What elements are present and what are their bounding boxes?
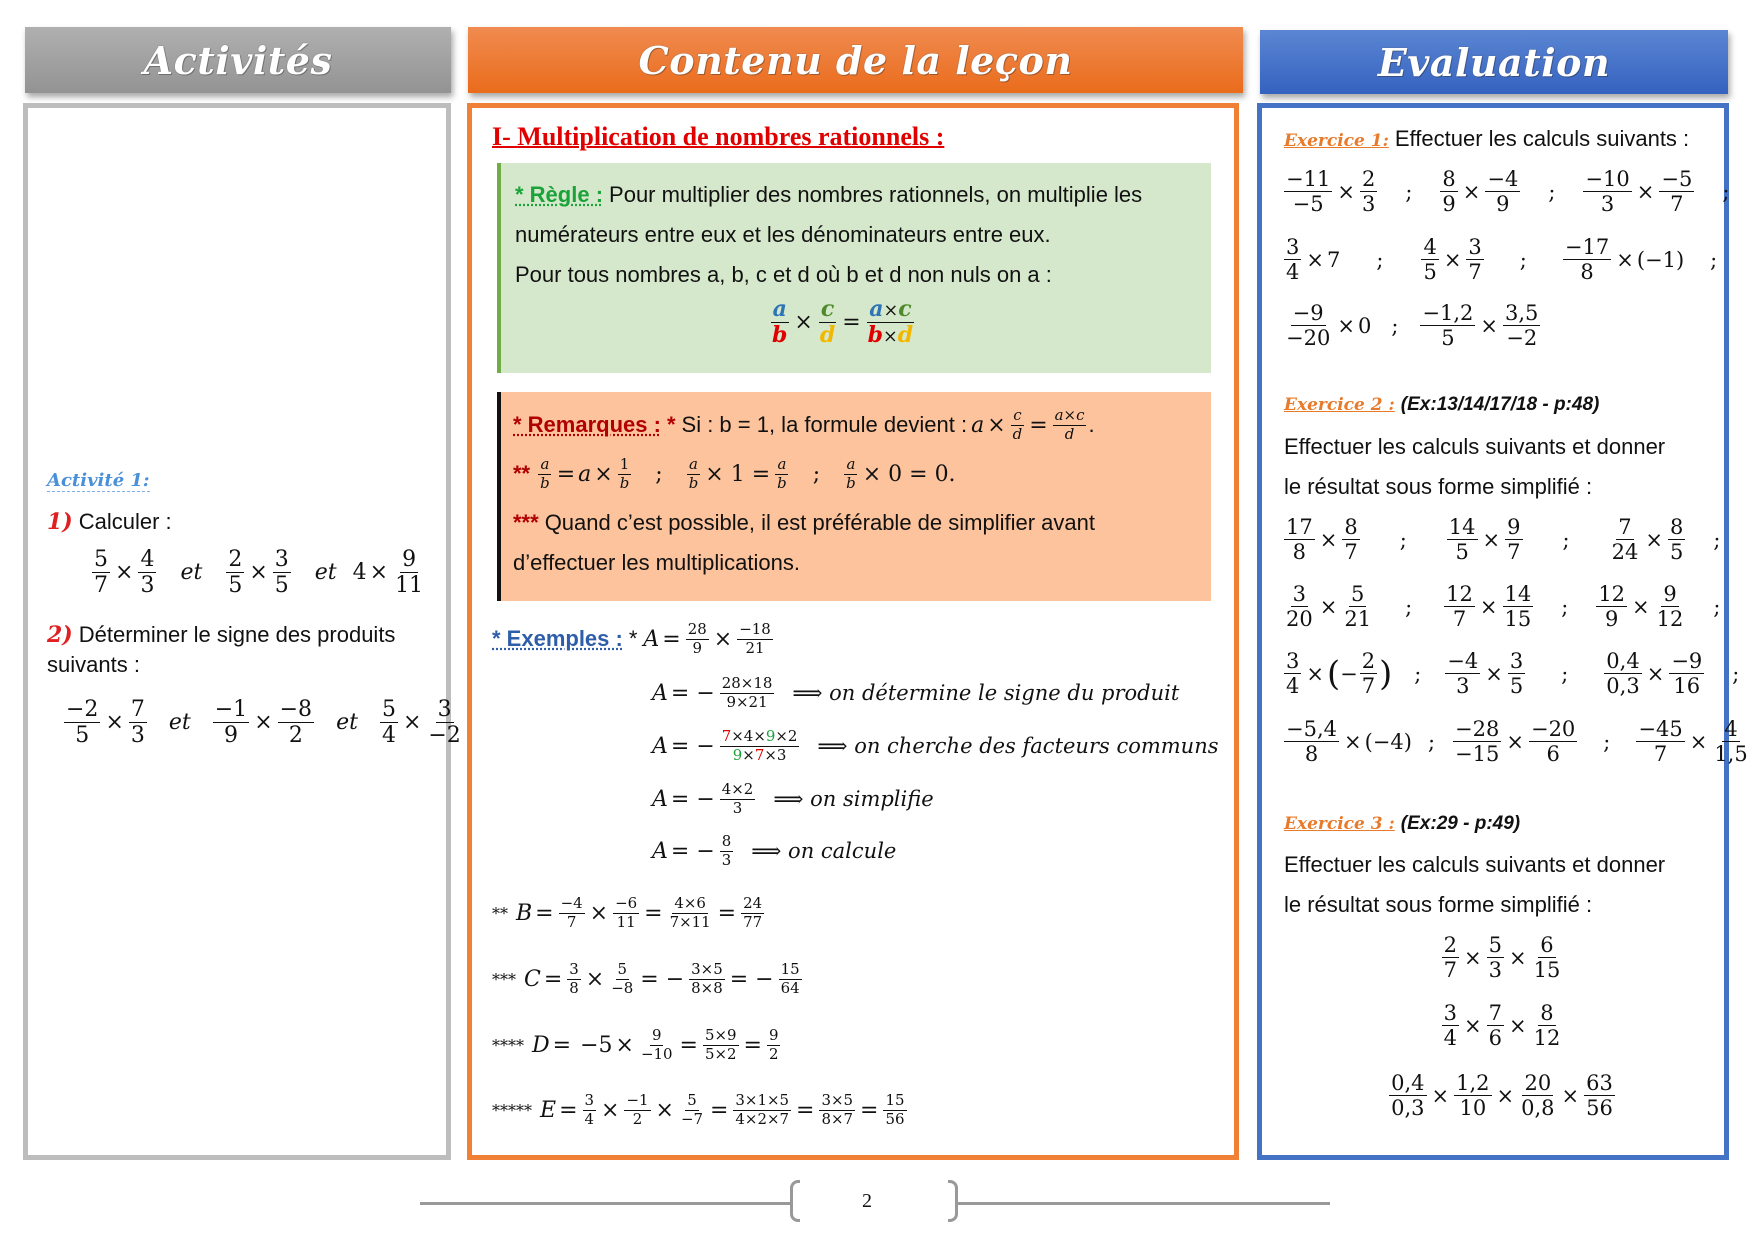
- remarks-label: * Remarques :: [513, 412, 661, 438]
- examples-line-A5: A = − $\frac{8}{3}$ ⟹ on calcule: [652, 832, 897, 869]
- activities-header: Activités: [25, 27, 451, 93]
- activity-title: Activité 1:: [47, 470, 150, 491]
- evaluation-header: Evaluation: [1260, 30, 1728, 94]
- question-text: Calculer :: [78, 509, 172, 534]
- activity-question-2: 2) Déterminer le signe des produits suivants :: [47, 622, 396, 677]
- exercise-2-title: Exercice 2 :: [1284, 395, 1395, 415]
- examples-line-A1: * Exemples : * A = $\frac{28}{9}$ × $\frac{-18}{21}$: [492, 620, 771, 657]
- examples-line-A4: A = − $\frac{4\times 2}{3}$ ⟹ on simplifie: [652, 780, 934, 817]
- example-C: *** C = $\frac{3}{8}$ × $\frac{5}{-8}$ = − $\frac{3\times 5}{8\times 8}$ = − $\frac{15}{64}$: [492, 960, 800, 997]
- remark-line-4: d’effectuer les multiplications.: [513, 550, 800, 575]
- exercise-1-heading: Exercice 1: Effectuer les calculs suivants :: [1284, 126, 1690, 151]
- remark-line-2: ** $\frac{a}{b}$ = a × $\frac{1}{b}$ ; $\frac{a}{b}$ × 1 = $\frac{a}{b}$ ; $\frac{a}{b}$ × 0 = 0.: [513, 455, 956, 492]
- right-brace-icon: [948, 1180, 958, 1222]
- lesson-header: Contenu de la leçon: [468, 27, 1243, 93]
- exercise-2-row-2: $\frac{3}{20}$ × $\frac{5}{21}$ ; $\frac{12}{7}$ × $\frac{14}{15}$ ; $\frac{12}{9}$ × $\frac{9}{12}$ ;: [1286, 582, 1721, 632]
- exercise-3-row-2: $\frac{3}{4}$ × $\frac{7}{6}$ × $\frac{8}{12}$: [1443, 1001, 1561, 1051]
- exercise-2-row-4: $\frac{-5,4}{8}$ × (−4) ; $\frac{-28}{-15}$ × $\frac{-20}{6}$ ; $\frac{-45}{7}$ × $\frac{4}{1,5}$: [1286, 717, 1748, 767]
- examples-label: * Exemples :: [492, 626, 623, 652]
- exercise-2-row-3: $\frac{3}{4}$ × ( − $\frac{2}{7}$ ) ; $\frac{-4}{3}$ × $\frac{3}{5}$ ; $\frac{0,4}{0,3}$ × $\frac{-9}{16}$ ;: [1286, 649, 1740, 699]
- example-E: ***** E = $\frac{3}{4}$ × $\frac{-1}{2}$ × $\frac{5}{-7}$ = $\frac{3\times 1\times 5}{4\times 2\times 7}$ = $\frac{3\times 5}{8\times 7}$ = $\frac{15}{56}$: [492, 1091, 905, 1128]
- activity-q1-expressions: $\frac{5}{7}$ × $\frac{4}{3}$ et $\frac{2}{5}$ × $\frac{3}{5}$ et 4 × $\frac{9}{11}$: [94, 547, 424, 599]
- rule-label: * Règle :: [515, 182, 604, 207]
- example-B: ** B = $\frac{-4}{7}$ × $\frac{-6}{11}$ = $\frac{4\times 6}{7\times 11}$ = $\frac{24}{77}$: [492, 894, 763, 931]
- exercise-3-heading: Exercice 3 : (Ex:29 - p:49): [1284, 813, 1521, 834]
- exercise-2-text-2: le résultat sous forme simplifié :: [1284, 474, 1593, 499]
- rule-line-1: * Règle : Pour multiplier des nombres rationnels, on multiplie les: [515, 182, 1143, 207]
- activity-q2-expressions: $\frac{-2}{5}$ × $\frac{7}{3}$ et $\frac{-1}{9}$ × $\frac{-8}{2}$ et $\frac{5}{4}$ × $\frac{3}{-2}$: [66, 697, 461, 749]
- footer-line-left: [420, 1202, 792, 1205]
- exercise-3-row-3: $\frac{0,4}{0,3}$ × $\frac{1,2}{10}$ × $\frac{20}{0,8}$ × $\frac{63}{56}$: [1391, 1071, 1613, 1121]
- left-brace-icon: [790, 1180, 800, 1222]
- exercise-2-text-1: Effectuer les calculs suivants et donner: [1284, 434, 1666, 459]
- rule-line-3: Pour tous nombres a, b, c et d où b et d non nuls on a :: [515, 262, 1052, 287]
- question-number: 1): [47, 509, 73, 535]
- exercise-3-text-2: le résultat sous forme simplifié :: [1284, 892, 1593, 917]
- rule-formula: $\frac{a}{b}$ × $\frac{c}{d}$ = $\frac{a\times c}{b\times d}$: [772, 296, 914, 349]
- question-number: 2): [47, 622, 73, 648]
- exercise-1-row-3: $\frac{-9}{-20}$ × 0 ; $\frac{-1,2}{5}$ × $\frac{3,5}{-2}$: [1286, 301, 1539, 351]
- example-D: **** D = −5 × $\frac{9}{-10}$ = $\frac{5\times 9}{5\times 2}$ = $\frac{9}{2}$: [492, 1026, 779, 1063]
- exercise-3-text-1: Effectuer les calculs suivants et donner: [1284, 852, 1666, 877]
- page-number: 2: [862, 1190, 872, 1212]
- remark-line-3: *** Quand c’est possible, il est préférable de simplifier avant: [513, 510, 1095, 535]
- exercise-1-row-1: $\frac{-11}{-5}$ × $\frac{2}{3}$ ; $\frac{8}{9}$ × $\frac{-4}{9}$ ; $\frac{-10}{3}$ × $\frac{-5}{7}$ ;: [1286, 167, 1730, 217]
- exercise-2-heading: Exercice 2 : (Ex:13/14/17/18 - p:48): [1284, 394, 1600, 415]
- exercise-1-row-2: $\frac{3}{4}$ × 7 ; $\frac{4}{5}$ × $\frac{3}{7}$ ; $\frac{-17}{8}$ × (−1) ;: [1286, 235, 1718, 285]
- exercise-1-title: Exercice 1:: [1284, 131, 1389, 151]
- section-title: I- Multiplication de nombres rationnels :: [492, 122, 945, 151]
- examples-line-A2: A = − $\frac{28\times 18}{9\times 21}$ ⟹ on détermine le signe du produit: [652, 674, 1180, 711]
- footer-line-right: [958, 1202, 1330, 1205]
- exercise-3-title: Exercice 3 :: [1284, 814, 1395, 834]
- activity-question-1: [47, 507, 172, 537]
- examples-line-A3: A = − $\frac{7\times 4\times 9\times 2}{9\times 7\times 3}$ ⟹ on cherche des facteurs communs: [652, 727, 1219, 764]
- exercise-3-row-1: $\frac{2}{7}$ × $\frac{5}{3}$ × $\frac{6}{15}$: [1443, 933, 1561, 983]
- rule-line-2: numérateurs entre eux et les dénominateurs entre eux.: [515, 222, 1051, 247]
- exercise-2-row-1: $\frac{17}{8}$ × $\frac{8}{7}$ ; $\frac{14}{5}$ × $\frac{9}{7}$ ; $\frac{7}{24}$ × $\frac{8}{5}$ ;: [1286, 515, 1721, 565]
- remark-line-1: * Remarques : * Si : b = 1, la formule devient : a × $\frac{c}{d}$ = $\frac{a\times c}{d}$ .: [513, 406, 1095, 443]
